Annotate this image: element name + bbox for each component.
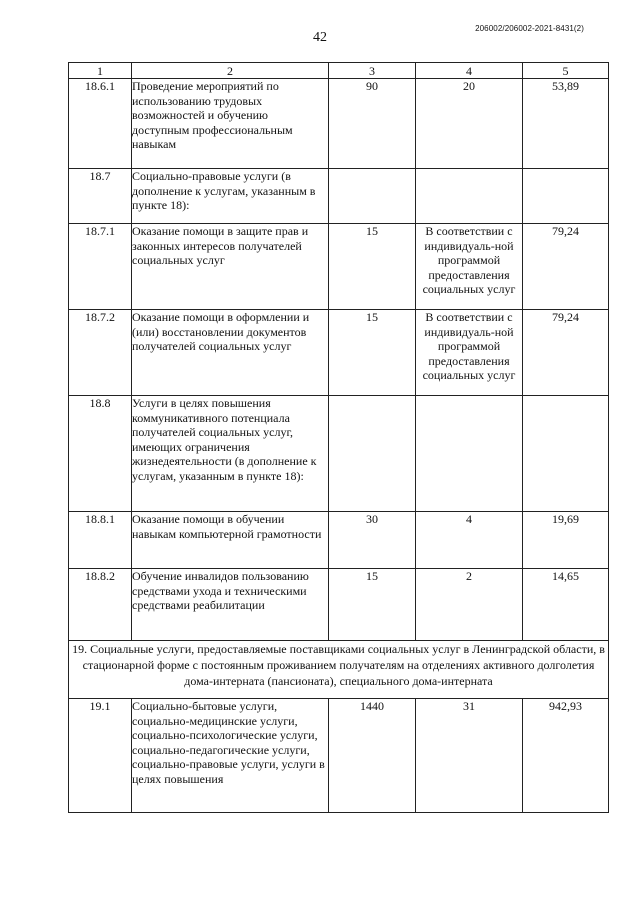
price-value: 942,93 [523, 699, 609, 813]
service-name: Социально-бытовые услуги, социально-медицинские услуги, социально-психологические услуги, социально-педагогические услуги, социально-правовые услуги, услуги в целях повышения [132, 699, 329, 813]
count-value: 31 [416, 699, 523, 813]
row-number: 18.7.2 [69, 310, 132, 396]
table-row [69, 224, 609, 310]
quantity-value: 1440 [329, 699, 416, 813]
row-number: 18.6.1 [69, 79, 132, 169]
service-name: Оказание помощи в защите прав и законных интересов получателей социальных услуг [132, 224, 329, 310]
count-note: В соответствии с индивидуаль-ной программой предоставления социальных услуг [416, 310, 523, 396]
quantity-value [329, 396, 416, 512]
row-number: 18.8.2 [69, 569, 132, 641]
service-name: Оказание помощи в обучении навыкам компьютерной грамотности [132, 512, 329, 569]
section-row [69, 641, 609, 699]
count-value [416, 169, 523, 224]
quantity-value: 15 [329, 224, 416, 310]
section-heading: 19. Социальные услуги, предоставляемые поставщиками социальных услуг в Ленинградской области, в стационарной форме с постоянным проживанием получателям на отделениях активного долголетия дома-интерната (пансионата), специального дома-интерната [69, 641, 609, 699]
page-number: 42 [313, 30, 327, 45]
service-name: Услуги в целях повышения коммуникативного потенциала получателей социальных услуг, имеющих ограничения жизнедеятельности (в дополнение к услугам, указанным в пункте 18): [132, 396, 329, 512]
table-row [69, 79, 609, 169]
row-number: 18.8.1 [69, 512, 132, 569]
service-name: Оказание помощи в оформлении и (или) восстановлении документов получателей социальных услуг [132, 310, 329, 396]
price-value [523, 396, 609, 512]
price-value [523, 169, 609, 224]
table-row [69, 396, 609, 512]
price-value: 79,24 [523, 310, 609, 396]
column-header: 2 [132, 63, 329, 79]
quantity-value [329, 169, 416, 224]
count-value: 2 [416, 569, 523, 641]
quantity-value: 90 [329, 79, 416, 169]
row-number: 19.1 [69, 699, 132, 813]
quantity-value: 15 [329, 310, 416, 396]
quantity-value: 15 [329, 569, 416, 641]
column-header: 4 [416, 63, 523, 79]
price-value: 53,89 [523, 79, 609, 169]
count-value: 4 [416, 512, 523, 569]
table-row [69, 699, 609, 813]
price-value: 79,24 [523, 224, 609, 310]
row-number: 18.8 [69, 396, 132, 512]
table-row [69, 512, 609, 569]
service-name: Проведение мероприятий по использованию трудовых возможностей и обучению доступным профессиональным навыкам [132, 79, 329, 169]
services-table [68, 62, 609, 813]
row-number: 18.7.1 [69, 224, 132, 310]
column-header: 1 [69, 63, 132, 79]
table-row [69, 569, 609, 641]
quantity-value: 30 [329, 512, 416, 569]
price-value: 19,69 [523, 512, 609, 569]
table-row [69, 169, 609, 224]
service-name: Обучение инвалидов пользованию средствами ухода и техническими средствами реабилитации [132, 569, 329, 641]
row-number: 18.7 [69, 169, 132, 224]
table-row [69, 310, 609, 396]
column-header: 5 [523, 63, 609, 79]
service-name: Социально-правовые услуги (в дополнение к услугам, указанным в пункте 18): [132, 169, 329, 224]
count-note: В соответствии с индивидуаль-ной программой предоставления социальных услуг [416, 224, 523, 310]
document-code: 206002/206002-2021-8431(2) [475, 24, 584, 33]
column-header: 3 [329, 63, 416, 79]
table-header-row [69, 63, 609, 79]
price-value: 14,65 [523, 569, 609, 641]
count-value [416, 396, 523, 512]
count-value: 20 [416, 79, 523, 169]
